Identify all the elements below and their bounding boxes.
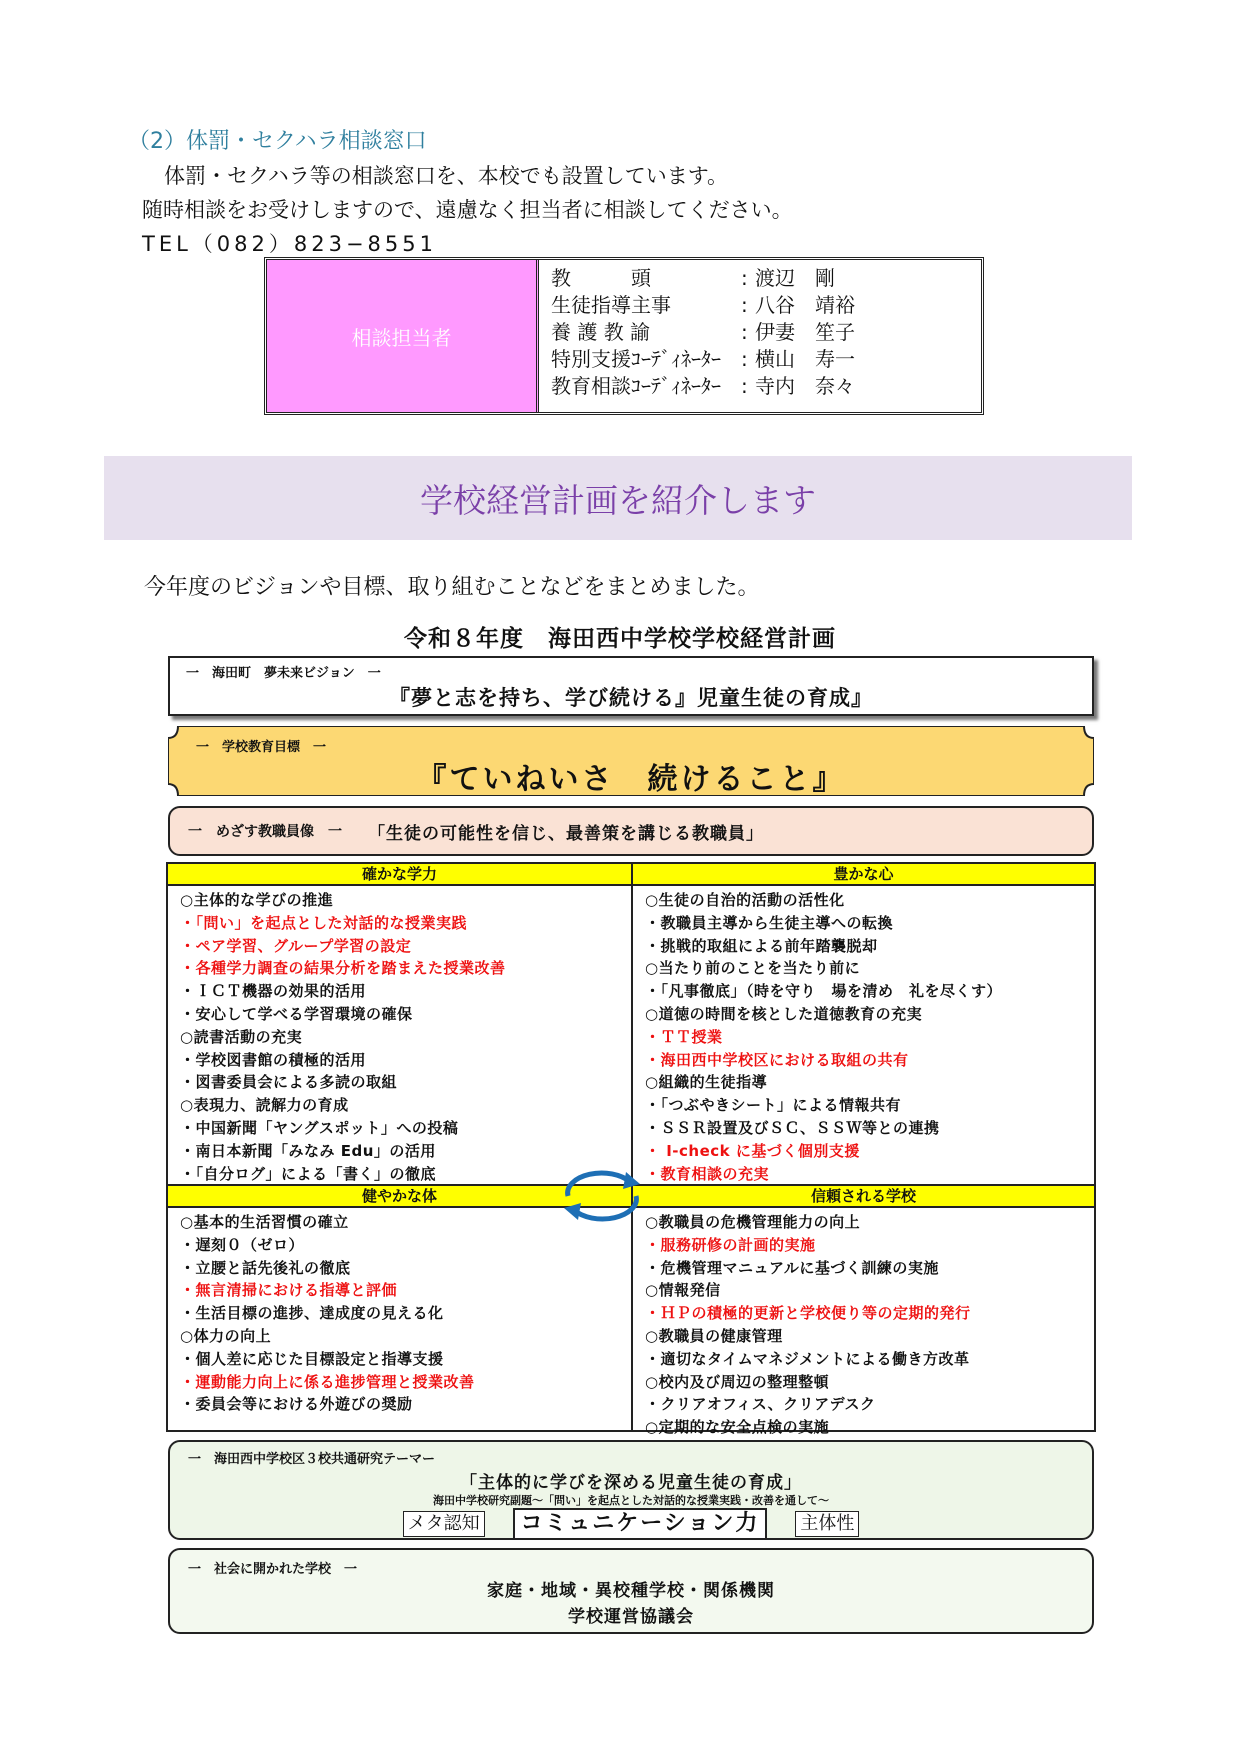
quadrant-list-item: ・ＳＳＲ設置及びＳＣ、ＳＳＷ等との連携: [645, 1118, 940, 1137]
staff-name: 渡辺 剛: [755, 266, 835, 290]
quadrant-list-item: ○主体的な学びの推進: [180, 891, 334, 909]
four-pillars-grid: [166, 862, 1096, 1437]
quadrant-items: [633, 1208, 1094, 1439]
keyword-row: [170, 1508, 1092, 1540]
teacher-ideal-label: 一 めざす教職員像 一: [188, 824, 342, 840]
quadrant-list-item: ・個人差に応じた目標設定と指導支援: [180, 1349, 444, 1368]
quadrant-list-item: ・図書委員会による多読の取組: [180, 1073, 398, 1092]
quadrant-list-item: ・「凡事徹底」（時を守り 場を清め 礼を尽くす）: [645, 982, 1003, 1001]
quadrant-list-item: ・「問い」を起点とした対話的な授業実践: [180, 913, 468, 932]
open-school-line2: 学校運営協議会: [568, 1607, 694, 1627]
quadrant-items: [168, 1208, 631, 1416]
staff-role: 教育相談ｺｰﾃﾞｨﾈｰﾀｰ: [551, 374, 721, 398]
quadrant-list-item: ・教職員主導から生徒主導への転換: [645, 913, 894, 932]
consultation-table: [264, 257, 984, 415]
quadrant-list-item: ・服務研修の計画的実施: [645, 1235, 816, 1254]
goal-label: 一 学校教育目標 一: [196, 740, 327, 755]
quadrant-list-item: ・危機管理マニュアルに基づく訓練の実施: [645, 1258, 939, 1277]
staff-name: 伊妻 笙子: [755, 320, 855, 344]
staff-role: 養 護 教 諭: [551, 320, 651, 344]
quadrant-list-item: ○基本的生活習慣の確立: [180, 1213, 349, 1231]
consultation-text-line2: 随時相談をお受けしますので、遠慮なく担当者に相談してください。: [142, 198, 793, 222]
quadrant-list-item: ・「自分ログ」による「書く」の徹底: [180, 1164, 437, 1183]
staff-row: 養 護 教 諭 : 伊妻 笙子: [551, 320, 855, 344]
staff-row: 教育相談ｺｰﾃﾞｨﾈｰﾀｰ : 寺内 奈々: [551, 374, 855, 398]
quadrant-list-item: ・安心して学べる学習環境の確保: [180, 1004, 413, 1023]
open-school-line1: 家庭・地域・異校種学校・関係機関: [487, 1581, 775, 1601]
banner-title: 学校経営計画を紹介します: [420, 480, 816, 520]
quadrant-list-item: ○生徒の自治的活動の活性化: [645, 891, 845, 909]
staff-name: 寺内 奈々: [755, 374, 855, 398]
consultation-table-label: 相談担当者: [267, 260, 539, 412]
vision-label: 一 海田町 夢未来ビジョン 一: [186, 666, 381, 681]
quadrant-list-item: ・ I-check に基づく個別支援: [645, 1141, 860, 1160]
consultation-text-line1: 体罰・セクハラ等の相談窓口を、本校でも設置しています。: [164, 164, 729, 188]
consultation-phone: TEL（082）823−8551: [142, 232, 437, 256]
quadrant-list-item: ・教育相談の充実: [645, 1164, 770, 1183]
quadrant-list-item: ・運動能力向上に係る進捗管理と授業改善: [180, 1372, 475, 1391]
staff-row: 生徒指導主事 : 八谷 靖裕: [551, 293, 855, 317]
quadrant-title: 健やかな体: [168, 1186, 631, 1208]
quadrant-list-item: ○校内及び周辺の整理整頓: [645, 1372, 830, 1391]
quadrant-list-item: ○情報発信: [645, 1281, 721, 1300]
banner-intro-text: 今年度のビジョンや目標、取り組むことなどをまとめました。: [144, 575, 760, 600]
open-school-label: 一 社会に開かれた学校 一: [188, 1562, 358, 1577]
quadrant-list-item: ・「つぶやきシート」による情報共有: [645, 1096, 902, 1115]
consultation-staff-list: [539, 260, 981, 412]
keyword-communication: コミュニケーション力: [513, 1508, 768, 1540]
quadrant-list-item: ・委員会等における外遊びの奨励: [180, 1395, 413, 1414]
staff-role: 生徒指導主事: [551, 293, 671, 317]
quadrant-title: 確かな学力: [168, 864, 631, 886]
quadrant-list-item: ・適切なタイムマネジメントによる働き方改革: [645, 1349, 970, 1368]
teacher-ideal-box: [168, 806, 1094, 856]
quadrant-list-item: ○体力の向上: [180, 1326, 272, 1345]
quadrant-list-item: ・中国新聞「ヤングスポット」への投稿: [180, 1118, 459, 1137]
section-heading-consultation: （2）体罰・セクハラ相談窓口: [128, 129, 427, 154]
quadrant-heart: [633, 864, 1094, 1184]
quadrant-items: [633, 886, 1094, 1185]
research-theme-box: [168, 1440, 1094, 1540]
quadrant-list-item: ○当たり前のことを当たり前に: [645, 959, 861, 978]
research-label: 一 海田西中学校区３校共通研究テーマー: [188, 1452, 436, 1467]
quadrant-title: 豊かな心: [633, 864, 1094, 886]
staff-row: 教 頭 : 渡辺 剛: [551, 266, 835, 290]
quadrant-list-item: ・ペア学習、グループ学習の設定: [180, 936, 412, 955]
quadrant-list-item: ・海田西中学校区における取組の共有: [645, 1050, 909, 1069]
quadrant-list-item: ・立腰と話先後礼の徹底: [180, 1258, 351, 1277]
teacher-ideal-text: 「生徒の可能性を信じ、最善策を講じる教職員」: [368, 823, 764, 844]
staff-name: 八谷 靖裕: [755, 293, 855, 317]
quadrant-list-item: ・ＴＴ授業: [645, 1027, 723, 1046]
quadrant-list-item: ・ＩＣＴ機器の効果的活用: [180, 982, 367, 1001]
quadrant-list-item: ・無言清掃における指導と評価: [180, 1281, 398, 1300]
quadrant-trust: [633, 1186, 1094, 1437]
keyword-metacognition: メタ認知: [403, 1511, 485, 1537]
quadrant-list-item: ・クリアオフィス、クリアデスク: [645, 1395, 876, 1414]
quadrant-list-item: ・各種学力調査の結果分析を踏まえた授業改善: [180, 959, 506, 978]
keyword-autonomy: 主体性: [795, 1511, 859, 1537]
quadrant-academic: [168, 864, 631, 1184]
research-title: 「主体的に学びを深める児童生徒の育成」: [460, 1473, 802, 1493]
quadrant-items: [168, 886, 631, 1185]
section-banner: [104, 456, 1132, 540]
vision-text: 『夢と志を持ち、学び続ける』児童生徒の育成』: [389, 686, 873, 710]
quadrant-list-item: ・ＨＰの積極的更新と学校便り等の定期的発行: [645, 1304, 971, 1323]
staff-role: 教 頭: [551, 266, 651, 290]
quadrant-list-item: ○組織的生徒指導: [645, 1073, 768, 1092]
quadrant-list-item: ○表現力、読解力の育成: [180, 1096, 349, 1115]
vision-box: [168, 656, 1094, 716]
staff-name: 横山 寿一: [755, 347, 855, 371]
goal-text: 『ていねいさ 続けること』: [416, 762, 846, 797]
quadrant-list-item: ○読書活動の充実: [180, 1027, 303, 1046]
quadrant-list-item: ・挑戦的取組による前年踏襲脱却: [645, 936, 878, 955]
quadrant-list-item: ○定期的な安全点検の実施: [645, 1418, 830, 1437]
staff-role: 特別支援ｺｰﾃﾞｨﾈｰﾀｰ: [551, 347, 721, 371]
quadrant-list-item: ・南日本新聞「みなみ Edu」の活用: [180, 1141, 436, 1160]
open-school-box: [168, 1548, 1094, 1634]
quadrant-list-item: ・学校図書館の積極的活用: [180, 1050, 367, 1069]
quadrant-list-item: ○教職員の健康管理: [645, 1326, 783, 1345]
quadrant-list-item: ・遅刻０（ゼロ）: [180, 1235, 305, 1254]
staff-row: 特別支援ｺｰﾃﾞｨﾈｰﾀｰ : 横山 寿一: [551, 347, 855, 371]
quadrant-list-item: ○道徳の時間を核とした道徳教育の充実: [645, 1004, 923, 1023]
quadrant-title: 信頼される学校: [633, 1186, 1094, 1208]
quadrant-list-item: ○教職員の危機管理能力の向上: [645, 1213, 861, 1231]
research-subtitle: 海田中学校研究副題〜「問い」を起点とした対話的な授業実践・改善を通して〜: [433, 1494, 829, 1507]
cycle-arrows-icon: [560, 1168, 644, 1224]
goal-box: [168, 726, 1094, 796]
quadrant-list-item: ・生活目標の進捗、達成度の見える化: [180, 1304, 444, 1323]
plan-title: 令和８年度 海田西中学校学校経営計画: [404, 626, 836, 652]
